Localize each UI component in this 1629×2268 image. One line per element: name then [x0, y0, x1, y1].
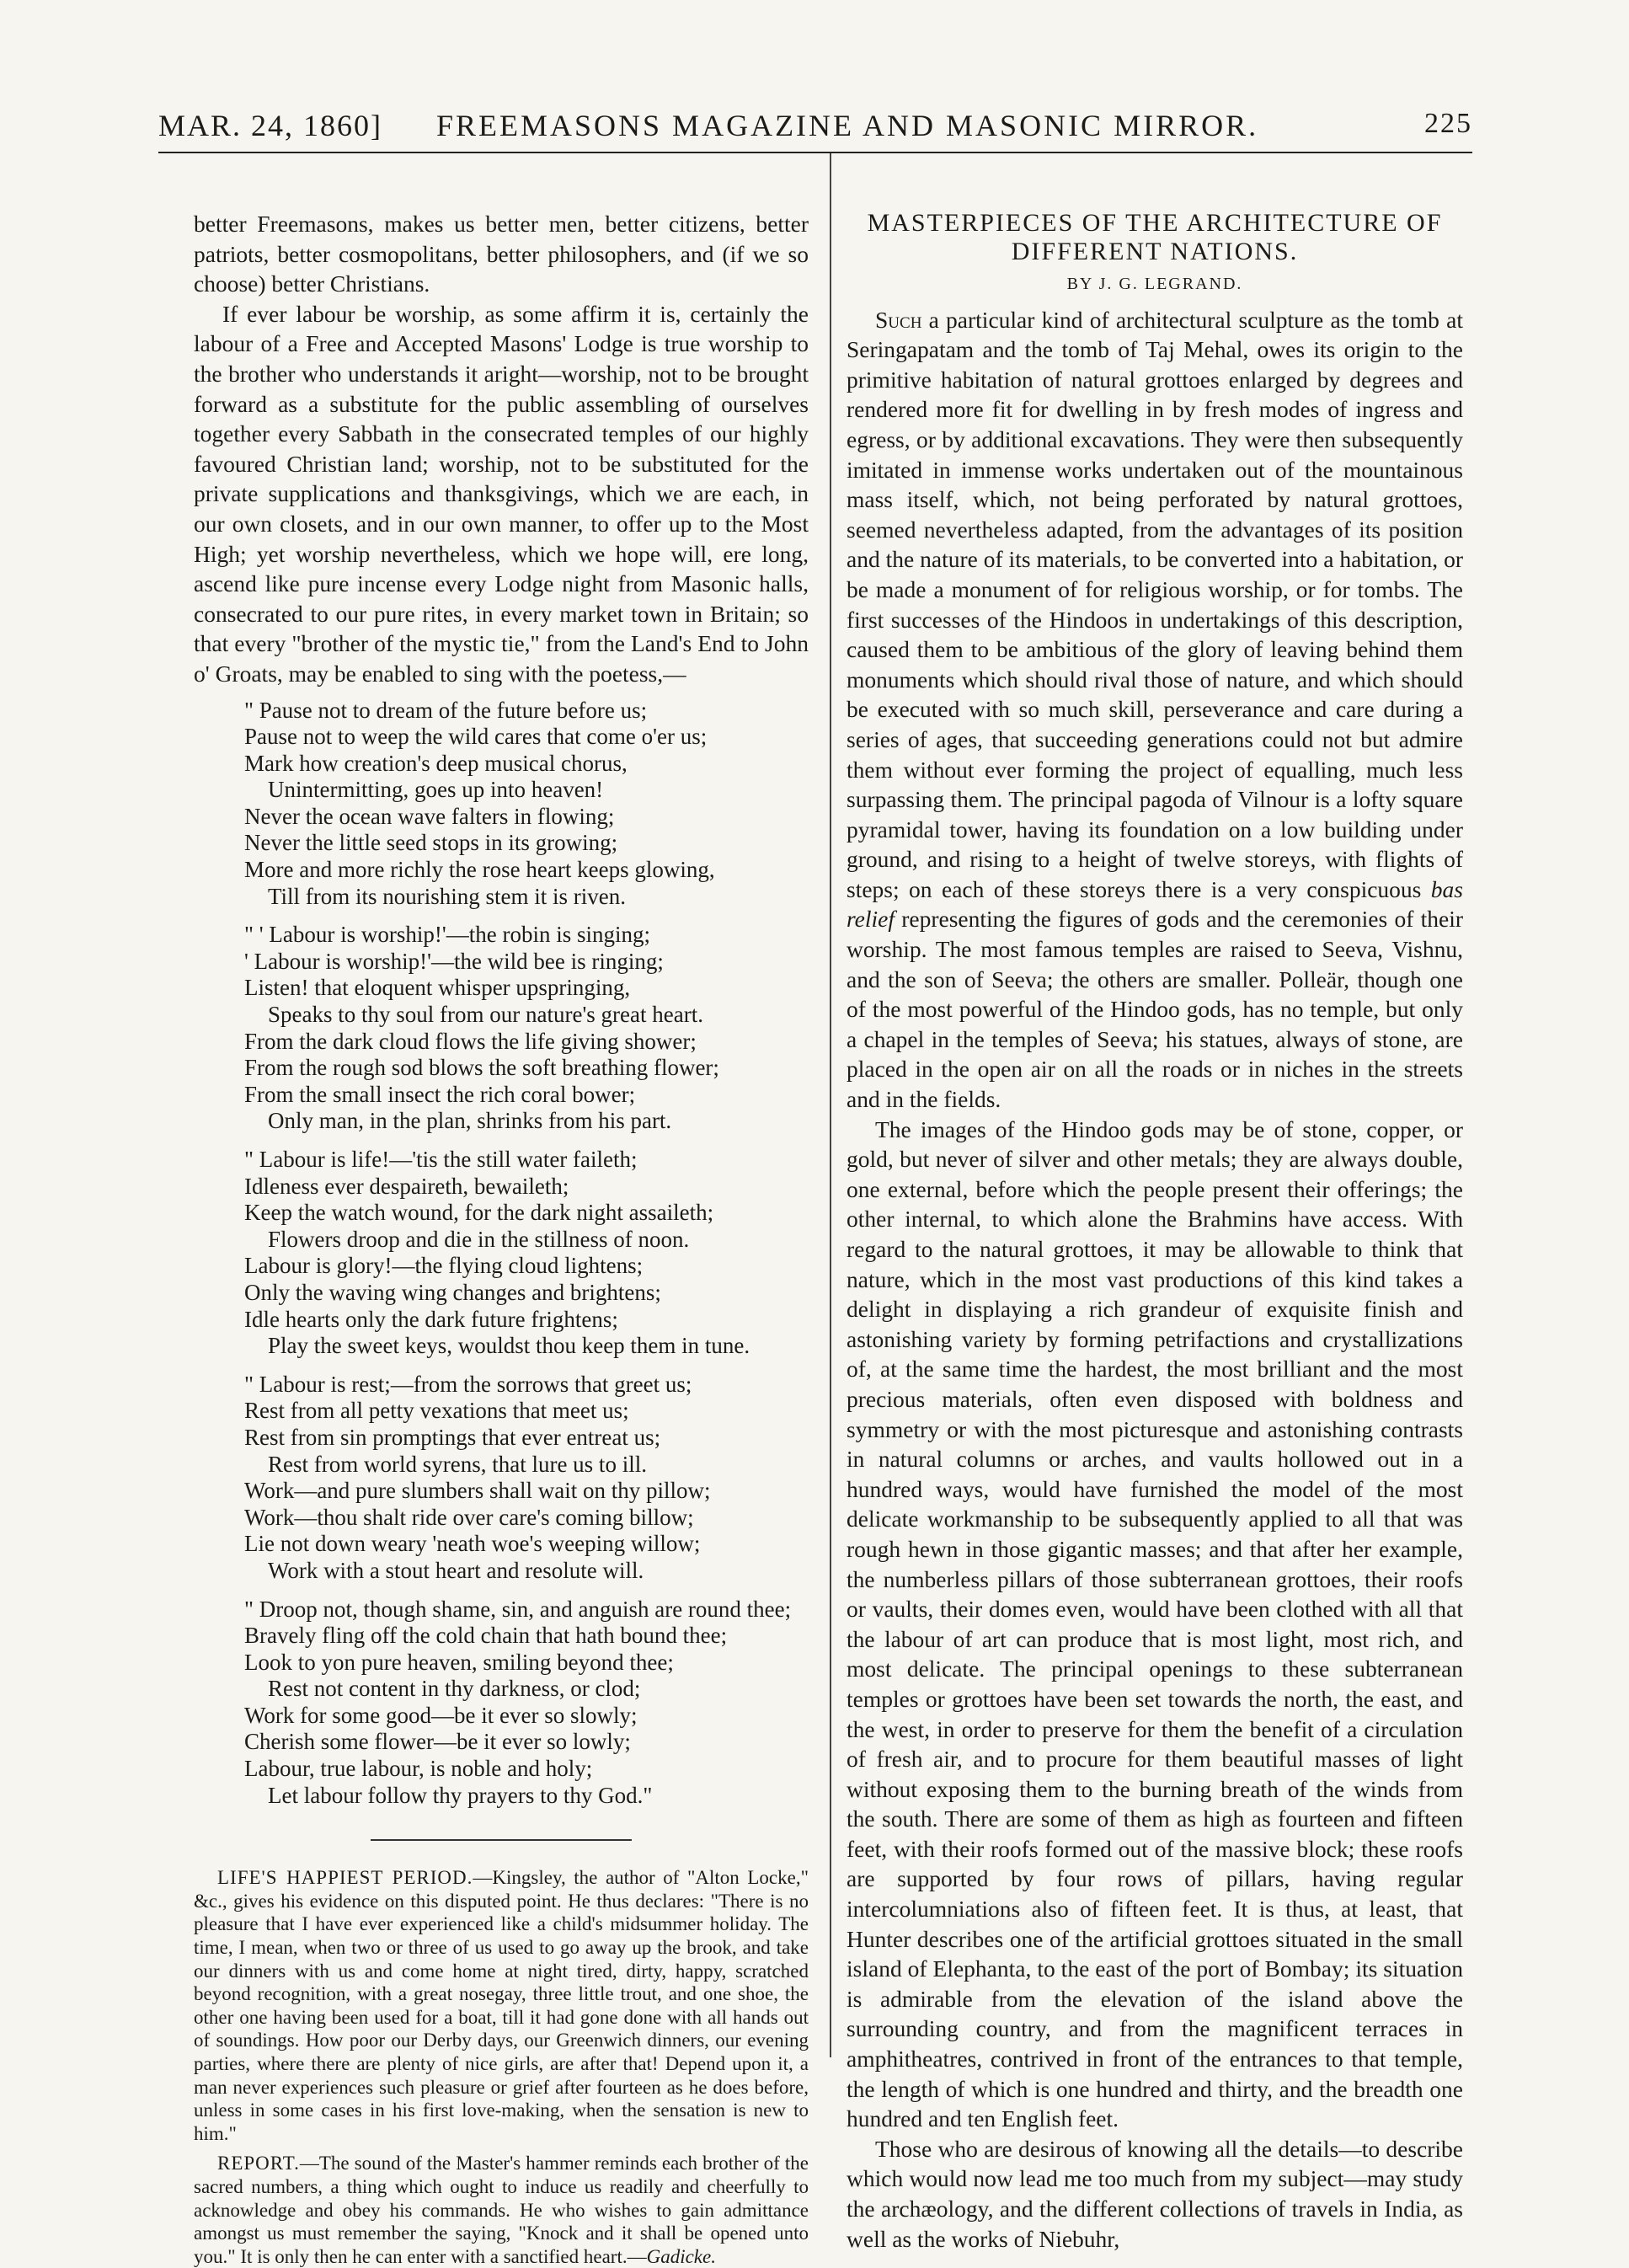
poem-line: Mark how creation's deep musical chorus,	[244, 750, 628, 776]
article-byline: BY J. G. LEGRAND.	[1066, 275, 1243, 293]
poem-line: Rest from world syrens, that lure us to ill.	[268, 1451, 647, 1477]
poem-line: Only man, in the plan, shrinks from his part.	[268, 1108, 672, 1134]
poem-line: From the small insect the rich coral bower;	[244, 1081, 636, 1107]
poem	[244, 698, 809, 1810]
poem-stanza	[244, 1372, 809, 1585]
paragraph-text: a particular kind of architectural sculpture as the tomb at Seringapatam and the tomb of Taj Mehal, owes its origin to the primitive habitation of natural grottoes enlarged by degrees and rendered more fit for dwelling in by fresh modes of ingress and egress, or by additional excavations. They were then subsequently imitated in immense works undertaken out of the mountainous mass itself, which, not being perforated by natural grottoes, seemed nevertheless adapted, from the advantages of its position and the nature of its materials, to be converted into a habitation, or be made a monument of for religious worship, or for tombs. The first successes of the Hindoos in undertakings of this description, caused them to be ambitious of the glory of leaving behind them monuments which should rival those of nature, and which should be executed with so much skill, perseverance and care during a series of ages, that succeeding generations could not but admire them without ever forming the project of equalling, much less surpassing them. The principal pagoda of Vilnour is a lofty square pyramidal tower, having its foundation on a low building under ground, and rising to a height of twelve storeys, with flights of steps; on each of these storeys there is a very conspicuous	[847, 306, 1463, 902]
poem-line: Bravely fling off the cold chain that hath bound thee;	[244, 1623, 728, 1649]
poem-line: Till from its nourishing stem it is riven.	[268, 883, 627, 909]
header-rule	[158, 152, 1472, 153]
left-column	[194, 209, 809, 2268]
poem-line: " Labour is rest;—from the sorrows that greet us;	[244, 1371, 692, 1397]
poem-stanza	[244, 698, 809, 911]
poem-line: Let labour follow thy prayers to thy God."	[268, 1782, 653, 1808]
poem-line: Rest from all petty vexations that meet us;	[244, 1398, 629, 1424]
issue-date: MAR. 24, 1860]	[158, 109, 383, 142]
right-column	[847, 209, 1463, 2254]
article-paragraph-2: The images of the Hindoo gods may be of stone, copper, or gold, but never of silver and other metals; they are always double, one external, before which the people present their offerings; the other internal, to which alone the Brahmins have access. With regard to the natural grottoes, it may be allowable to think that nature, which in the most vast productions of this kind takes a delight in displaying a rich grandeur of exquisite finish and astonishing variety by forming petrifactions and crystallizations of, at the same time the hardest, the most brilliant and the most precious materials, often even disposed with boldness and symmetry or with the most picturesque and astonishing contrasts in natural columns or arches, and vaults hollowed out in a hundred ways, would have furnished the model of the most delicate workmanship to be subsequently applied to all that was rough hewn in those gigantic masses; and that after her example, the numberless pillars of those subterranean grottoes, their roofs or vaults, their domes even, would have been clothed with all that the labour of art can produce that is most light, most rich, and most delicate. The principal openings to these subterranean temples or grottoes have been set towards the north, the east, and the west, in order to preserve for them the benefit of a circulation of fresh air, and to procure for them beautiful masses of light without exposing them to the burning breath of the winds from the south. There are some of them as high as fourteen and fifteen feet, with their roofs formed out of the massive block; these roofs are supported by four rows of pillars, having regular intercolumniations also of fifteen feet. It is thus, at least, that Hunter describes one of the artificial grottoes situated in the small island of Elephanta, to the east of the port of Bombay; its situation is admirable from the elevation of the island above the surrounding country, and from the magnificent terraces in amphitheatres, contrived in front of the entrances to that temple, the length of which is one hundred and thirty, and the breadth one hundred and ten English feet.	[847, 1115, 1463, 2132]
poem-line: Never the ocean wave falters in flowing;	[244, 803, 615, 829]
page-header	[158, 103, 1472, 150]
poem-line: Unintermitting, goes up into heaven!	[268, 777, 604, 803]
poem-line: More and more richly the rose heart keeps glowing,	[244, 857, 715, 883]
poem-line: Never the little seed stops in its growing;	[244, 830, 618, 856]
poem-stanza	[244, 922, 809, 1135]
poem-line: From the dark cloud flows the life giving shower;	[244, 1028, 697, 1054]
poem-line: Lie not down weary 'neath woe's weeping willow;	[244, 1531, 701, 1557]
poem-line: From the rough sod blows the soft breathing flower;	[244, 1055, 719, 1081]
note-report	[194, 2152, 809, 2268]
paragraph-text: representing the figures of gods and the ceremonies of their worship. The most famous temples are raised to Seeva, Vishnu, and the son of Seeva; the others are smaller. Polleär, though one of the most powerful of the Hindoo gods, has no temple, but only a chapel in the temples of Seeva; his statues, always of stone, are placed in the open air on all the roads or in niches in the streets and in the fields.	[847, 906, 1463, 1113]
poem-line: Work for some good—be it ever so slowly;	[244, 1702, 638, 1728]
poem-line: Labour, true labour, is noble and holy;	[244, 1756, 593, 1782]
poem-line: Listen! that eloquent whisper upspringing,	[244, 975, 631, 1001]
note-attribution: Gadicke.	[646, 2245, 716, 2267]
intro-paragraph-2: If ever labour be worship, as some affirm it is, certainly the labour of a Free and Accepted Masons' Lodge is true worship to the brother who understands it aright—worship, not to be brought forward as a substitute for the public assembling of ourselves together every Sabbath in the consecrated temples of our highly favoured Christian land; worship, not to be substituted for the private supplications and thanksgivings, which we are each, in our own closets, and in our own manner, to offer up to the Most High; yet worship nevertheless, which we hope will, ere long, ascend like pure incense every Lodge night from Masonic halls, consecrated to our pure rites, in every market town in Britain; so that every "brother of the mystic tie," from the Land's End to John o' Groats, may be enabled to sing with the poetess,—	[194, 300, 809, 687]
poem-line: Only the waving wing changes and brightens;	[244, 1279, 661, 1305]
note-body: —The sound of the Master's hammer reminds each brother of the sacred numbers, a thing which ought to induce us readily and cheerfully to acknowledge and obey his commands. He who wishes to gain admittance amongst us must remember the saying, "Knock and it shall be opened unto you." It is only then he can enter with a sanctified heart.—	[194, 2153, 809, 2267]
poem-line: Work with a stout heart and resolute will.	[268, 1557, 644, 1583]
paragraph-lead-word: Such	[875, 306, 922, 333]
poem-line: " Labour is life!—'tis the still water faileth;	[244, 1147, 638, 1172]
poem-line: Pause not to weep the wild cares that come o'er us;	[244, 724, 708, 750]
poem-line: Work—thou shalt ride over care's coming billow;	[244, 1504, 694, 1530]
poem-line: Rest not content in thy darkness, or clod;	[268, 1676, 641, 1702]
article-title: MASTERPIECES OF THE ARCHITECTURE OF DIFFERENT NATIONS.	[867, 209, 1443, 265]
poem-line: " ' Labour is worship!'—the robin is singing;	[244, 922, 650, 948]
poem-line: ' Labour is worship!'—the wild bee is ringing;	[244, 948, 664, 974]
poem-line: Labour is glory!—the flying cloud lightens;	[244, 1253, 644, 1279]
italic-term: bas relief	[847, 875, 1463, 933]
poem-line: Idle hearts only the dark future frightens;	[244, 1306, 618, 1332]
poem-line: Flowers droop and die in the stillness of noon.	[268, 1226, 690, 1252]
note-body: —Kingsley, the author of "Alton Locke," &c., gives his evidence on this disputed point. He thus declares: "There is no pleasure that I have ever experienced like a child's midsummer holiday. The time, I mean, when two or three of us used to go away up the brook, and take our dinners with us and come home at night tired, dirty, happy, scratched beyond recognition, with a great nosegay, three little trout, and one shoe, the other one having been used for a boat, till it had gone done with all hands out of soundings. How poor our Derby days, our Greenwich dinners, our evening parties, where there are plenty of nice girls, are after that! Depend upon it, a man never experiences such pleasure or grief after fourteen as he does before, unless in some cases in his first love-making, when the sensation is new to him."	[194, 1867, 809, 2144]
note-lifes-happiest-period	[194, 1866, 809, 2145]
poem-line: Work—and pure slumbers shall wait on thy pillow;	[244, 1478, 711, 1504]
article-paragraph-3: Those who are desirous of knowing all the details—to describe which would now lead me too much from my subject—may study the archæology, and the different collections of travels in India, as well as the works of Niebuhr,	[847, 2135, 1463, 2252]
poem-line: Look to yon pure heaven, smiling beyond thee;	[244, 1649, 674, 1675]
note-heading: REPORT.	[217, 2153, 300, 2174]
note-heading: LIFE'S HAPPIEST PERIOD.	[217, 1867, 473, 1889]
poem-line: Cherish some flower—be it ever so lowly;	[244, 1729, 631, 1755]
poem-stanza	[244, 1147, 809, 1360]
section-separator	[371, 1839, 632, 1841]
intro-paragraph-1: better Freemasons, makes us better men, better citizens, better patriots, better cosmopolitans, better philosophers, and (if we so choose) better Christians.	[194, 211, 809, 297]
poem-line: " Pause not to dream of the future before us;	[244, 697, 648, 723]
poem-line: Play the sweet keys, wouldst thou keep them in tune.	[268, 1333, 750, 1359]
column-divider	[830, 153, 831, 2057]
page-number: 225	[1424, 108, 1472, 139]
poem-stanza	[244, 1597, 809, 1810]
poem-line: Rest from sin promptings that ever entreat us;	[244, 1424, 661, 1450]
article-paragraph-1	[847, 305, 1463, 1115]
poem-line: Idleness ever despaireth, bewaileth;	[244, 1173, 569, 1199]
poem-line: Speaks to thy soul from our nature's great heart.	[268, 1002, 703, 1028]
notes-section	[194, 1866, 809, 2268]
magazine-title: FREEMASONS MAGAZINE AND MASONIC MIRROR.	[436, 109, 1259, 142]
poem-line: Keep the watch wound, for the dark night assaileth;	[244, 1200, 714, 1226]
poem-line: " Droop not, though shame, sin, and anguish are round thee;	[244, 1596, 792, 1622]
